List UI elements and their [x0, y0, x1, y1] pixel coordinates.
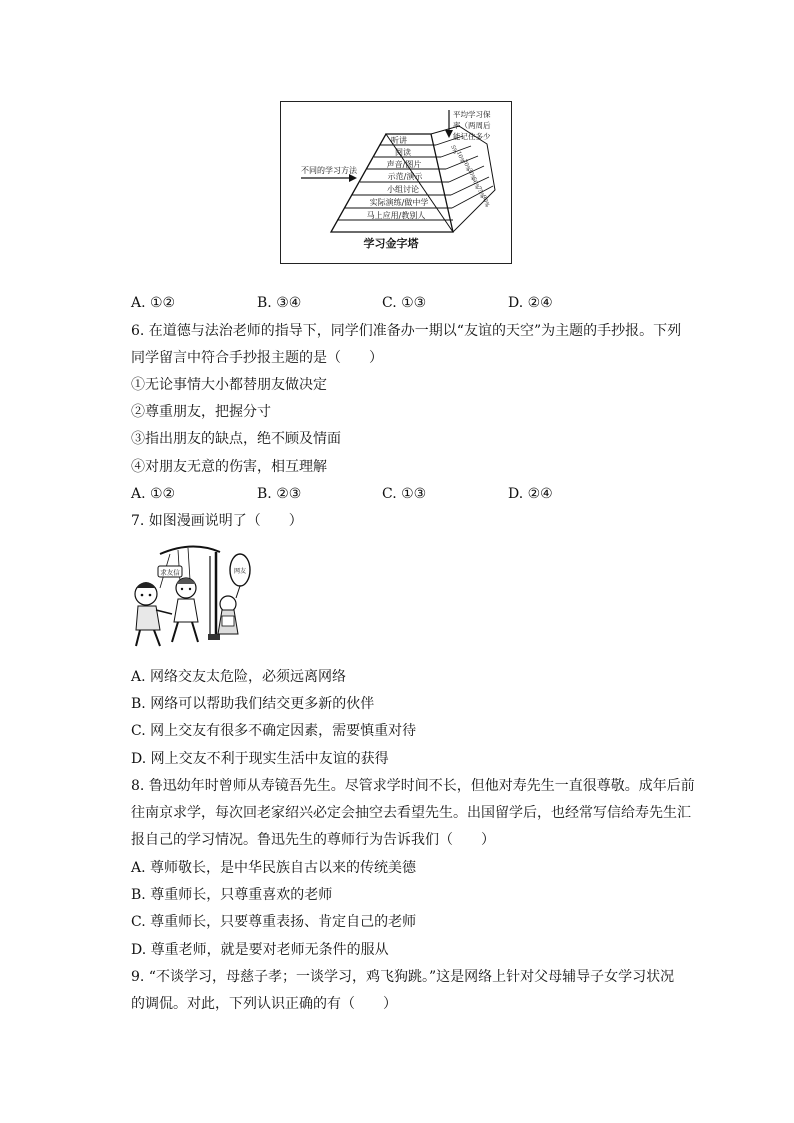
pyramid-percent-3: 20% [461, 158, 471, 173]
q7-option-b: B. 网络可以帮助我们结交更多新的伙伴 [131, 696, 375, 712]
internet-friendship-cartoon [130, 542, 254, 652]
q9-stem-line2: 的调侃。对此，下列认识正确的有（ ） [131, 996, 397, 1012]
pyramid-right-label-1: 平均学习保 [453, 110, 491, 119]
q6-stem-line2: 同学留言中符合手抄报主题的是（ ） [131, 350, 383, 366]
q8-stem-line3: 报自己的学习情况。鲁迅先生的尊师行为告诉我们（ ） [131, 832, 495, 848]
q6-item-2: ②尊重朋友，把握分寸 [131, 404, 271, 420]
q6-option-d: D. ②④ [508, 486, 553, 502]
pyramid-diagram [281, 102, 511, 263]
pyramid-percent-6: 75% [475, 185, 485, 200]
pyramid-title: 学习金字塔 [363, 237, 419, 250]
q5-option-c: C. ①③ [382, 295, 427, 311]
q5-option-d: D. ②④ [508, 295, 553, 311]
q6-item-3: ③指出朋友的缺点，绝不顾及情面 [131, 431, 341, 447]
cartoon-drawing [130, 542, 254, 652]
q7-option-c: C. 网上交友有很多不确定因素，需要慎重对待 [131, 723, 417, 739]
pyramid-left-label: 不同的学习方法 [301, 166, 357, 175]
q8-stem-line2: 往南京求学，每次回老家绍兴必定会抽空去看望先生。出国留学后，也经常写信给寿先生汇 [131, 805, 691, 821]
q6-option-b: B. ②③ [257, 486, 302, 502]
pyramid-layer-4: 示范/演示 [387, 172, 423, 181]
pyramid-percent-5: 50% [470, 176, 480, 191]
q8-option-a: A. 尊师敬长，是中华民族自古以来的传统美德 [131, 860, 417, 876]
cartoon-sign-text: 求友信 [160, 568, 180, 577]
q9-stem-line1: 9. “不谈学习，母慈子孝；一谈学习，鸡飞狗跳。”这是网络上针对父母辅导子女学习状况 [131, 969, 675, 985]
q8-stem-line1: 8. 鲁迅幼年时曾师从寿镜吾先生。尽管求学时间不长，但他对寿先生一直很尊敬。成年后前 [131, 778, 695, 794]
q7-option-a: A. 网络交友太危险，必须远离网络 [131, 669, 347, 685]
q5-option-b: B. ③④ [257, 295, 302, 311]
q8-option-b: B. 尊重师长，只尊重喜欢的老师 [131, 887, 333, 903]
q5-option-a: A. ①② [131, 295, 176, 311]
q6-item-4: ④对朋友无意的伤害，相互理解 [131, 459, 327, 475]
q6-option-c: C. ①③ [382, 486, 427, 502]
pyramid-right-label-2: 率（两周后 [453, 121, 491, 130]
pyramid-percent-7: 90% [480, 194, 490, 209]
q8-option-d: D. 尊重老师，就是要对老师无条件的服从 [131, 942, 389, 958]
pyramid-layer-6: 实际演练/做中学 [369, 198, 429, 207]
pyramid-layer-2: 阅读 [395, 148, 411, 157]
q6-option-a: A. ①② [131, 486, 176, 502]
cartoon-tag-text: 网友 [233, 568, 247, 575]
q7-stem: 7. 如图漫画说明了（ ） [131, 513, 303, 529]
q8-option-c: C. 尊重师长，只要尊重表扬、肯定自己的老师 [131, 914, 417, 930]
pyramid-percent-4: 30% [466, 167, 476, 182]
q6-stem-line1: 6. 在道德与法治老师的指导下，同学们准备办一期以“友谊的天空”为主题的手抄报。下列 [131, 323, 682, 339]
pyramid-layer-3: 声音/图片 [386, 160, 422, 169]
pyramid-layer-1: 听讲 [391, 136, 407, 145]
pyramid-layer-5: 小组讨论 [387, 185, 419, 194]
pyramid-percent-2: 10% [455, 150, 465, 165]
pyramid-percent-1: 5% [449, 144, 458, 155]
pyramid-layer-7: 马上应用/教别人 [366, 211, 426, 220]
q6-item-1: ①无论事情大小都替朋友做决定 [131, 377, 327, 393]
learning-pyramid-figure [280, 101, 512, 264]
pyramid-right-label-3: 能记住多少 [453, 132, 491, 141]
q7-option-d: D. 网上交友不利于现实生活中友谊的获得 [131, 751, 389, 767]
